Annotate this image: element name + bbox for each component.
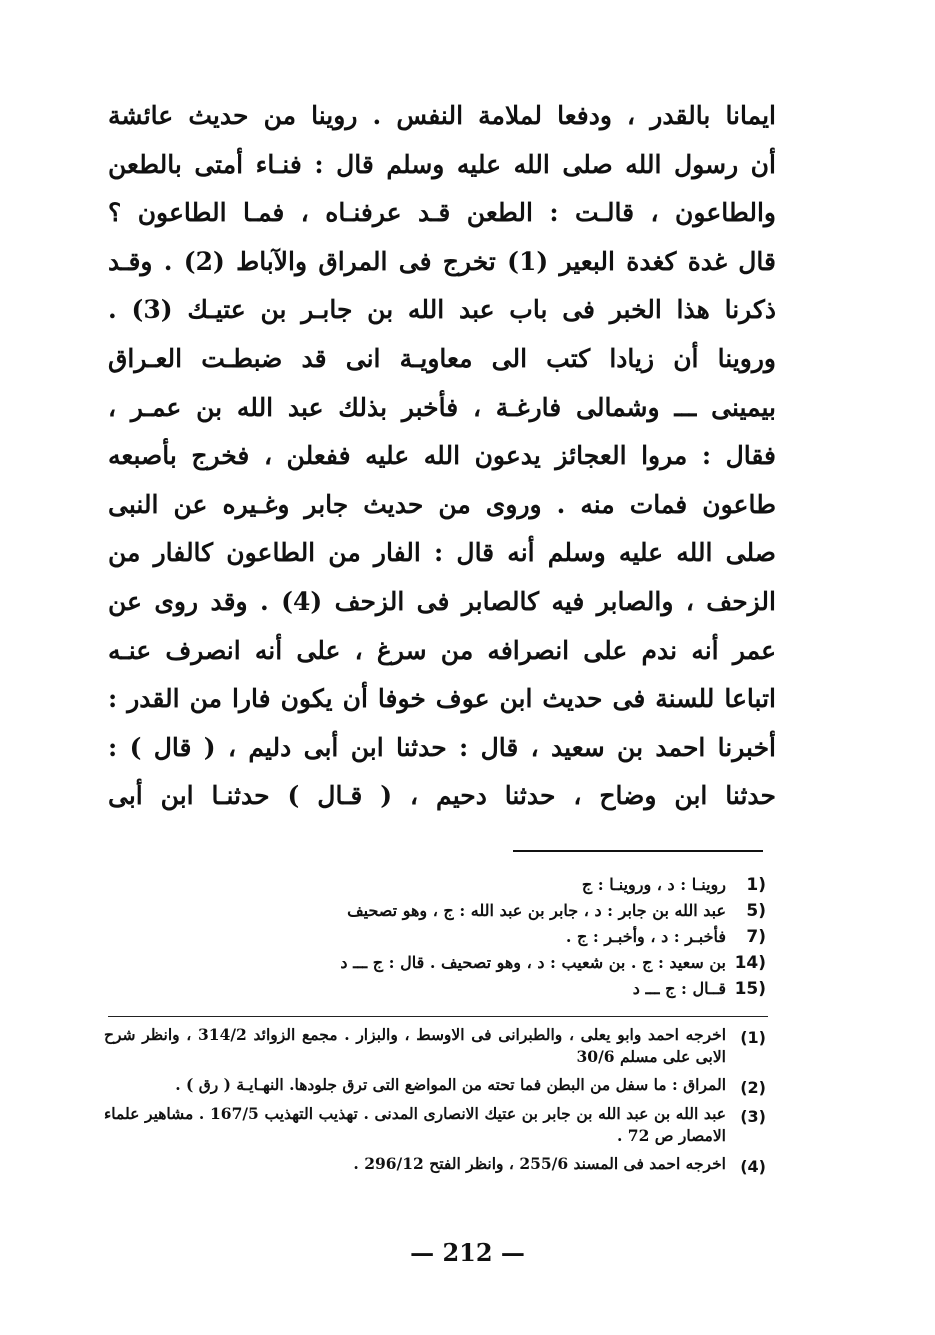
text-line: والطاعون ، قالـت : الطعن قـد عرفنـاه ، فمـا الطاعون ؟ [108,198,776,228]
text-line: أخبرنا احمد بن سعيد ، قال : حدثنا ابن أبى دليم ، ( قال ) : [108,732,776,762]
footnote-item [104,1074,766,1097]
footnote-item [104,1103,766,1147]
variant-text: عبد الله بن جابر : د ، جابر بن عبد الله : ج ، وهو تصحيف [347,901,726,920]
variant-line-number: 1) [746,875,766,895]
footnote-number: (4) [740,1157,766,1176]
footnotes [104,1024,766,1182]
footnote-item [104,1024,766,1068]
footnote-number: (3) [740,1107,766,1126]
text-line: ايمانا بالقدر ، ودفعا لملامة النفس . روينا من حديث عائشة [108,101,776,130]
text-line: الزحف ، والصابر فيه كالصابر فى الزحف (4) . وقد روى عن [108,586,776,616]
text-line: حدثنا ابن وضاح ، حدثنا دحيم ، ( قـال ) حدثنـا ابن أبى [108,781,776,811]
text-line: ذكرنا هذا الخبر فى باب عبد الله بن جابـر بن عتيـك (3) . [108,295,776,325]
footnote-text: اخرجه احمد فى المسند 255/6 ، وانظر الفتح 296/12 . [353,1154,726,1173]
footnote-divider [108,1016,768,1017]
variant-item [120,976,766,1002]
text-line: أن رسول الله صلى الله عليه وسلم قال : فنـاء أمتى بالطعن [108,149,776,179]
footnote-number: (1) [740,1028,766,1047]
variant-line-number: 5) [746,901,766,921]
variant-item [120,924,766,950]
variant-item [120,872,766,898]
variant-text: فأخبـر : د ، وأخبـر : ج . [565,927,726,946]
text-line: بيمينى ـــ وشمالى فارغـة ، فأخبر بذلك عبد الله بن عمـر ، [108,392,776,422]
text-line: صلى الله عليه وسلم أنه قال : الفار من الطاعون كالفار من [108,538,776,568]
footnote-text: اخرجه احمد وابو يعلى ، والطبرانى فى الاوسط ، والبزار . مجمع الزوائد 314/2 ، وانظر شرح الابى على مسلم 30/6 [104,1025,727,1066]
text-line: اتباعا للسنة فى حديث ابن عوف خوفا أن يكون فارا من القدر : [108,684,776,714]
variant-item [120,950,766,976]
footnote-number: (2) [740,1078,766,1097]
text-line: عمر أنه ندم على انصرافه من سرغ ، على أنه انصرف عنـه [108,635,776,665]
footnote-item [104,1153,766,1176]
variant-text: بن سعيد : ج . بن شعيب : د ، وهو تصحيف . قال : ج ـــ د [340,953,726,972]
variant-item [120,898,766,924]
variant-line-number: 7) [746,927,766,947]
page-number: — 212 — [410,1238,525,1267]
variant-line-number: 15) [734,979,766,999]
variant-text: روينـا : د ، وروينـا : ج [581,875,726,894]
main-text [108,92,776,821]
footnote-text: عبد الله بن عبد الله بن جابر بن عتيك الانصارى المدنى . تهذيب التهذيب 167/5 . مشاهير علماء الامصار ص 72 . [104,1104,726,1145]
text-line: طاعون فمات منه . وروى من حديث جابر وغـيره عن النبى [108,489,776,519]
text-line: وروينا أن زيادا كتب الى معاويـة انى قد ضبطـت العـراق [108,343,776,373]
variant-line-number: 14) [734,953,766,973]
variant-text: قــال : ج ـــ د [632,979,726,998]
footnote-text: المراق : ما سفل من البطن فما تحته من المواضع التى ترق جلودها. النهـايـة ( رق ) . [175,1075,726,1094]
text-line: فقال : مروا العجائز يدعون الله عليه ففعلن ، فخرج بأصبعه [108,441,776,471]
text-separator-rule [513,850,763,852]
manuscript-variants [120,872,766,1002]
text-line: قال غدة كغدة البعير (1) تخرج فى المراق والآباط (2) . وقـد [108,246,776,276]
